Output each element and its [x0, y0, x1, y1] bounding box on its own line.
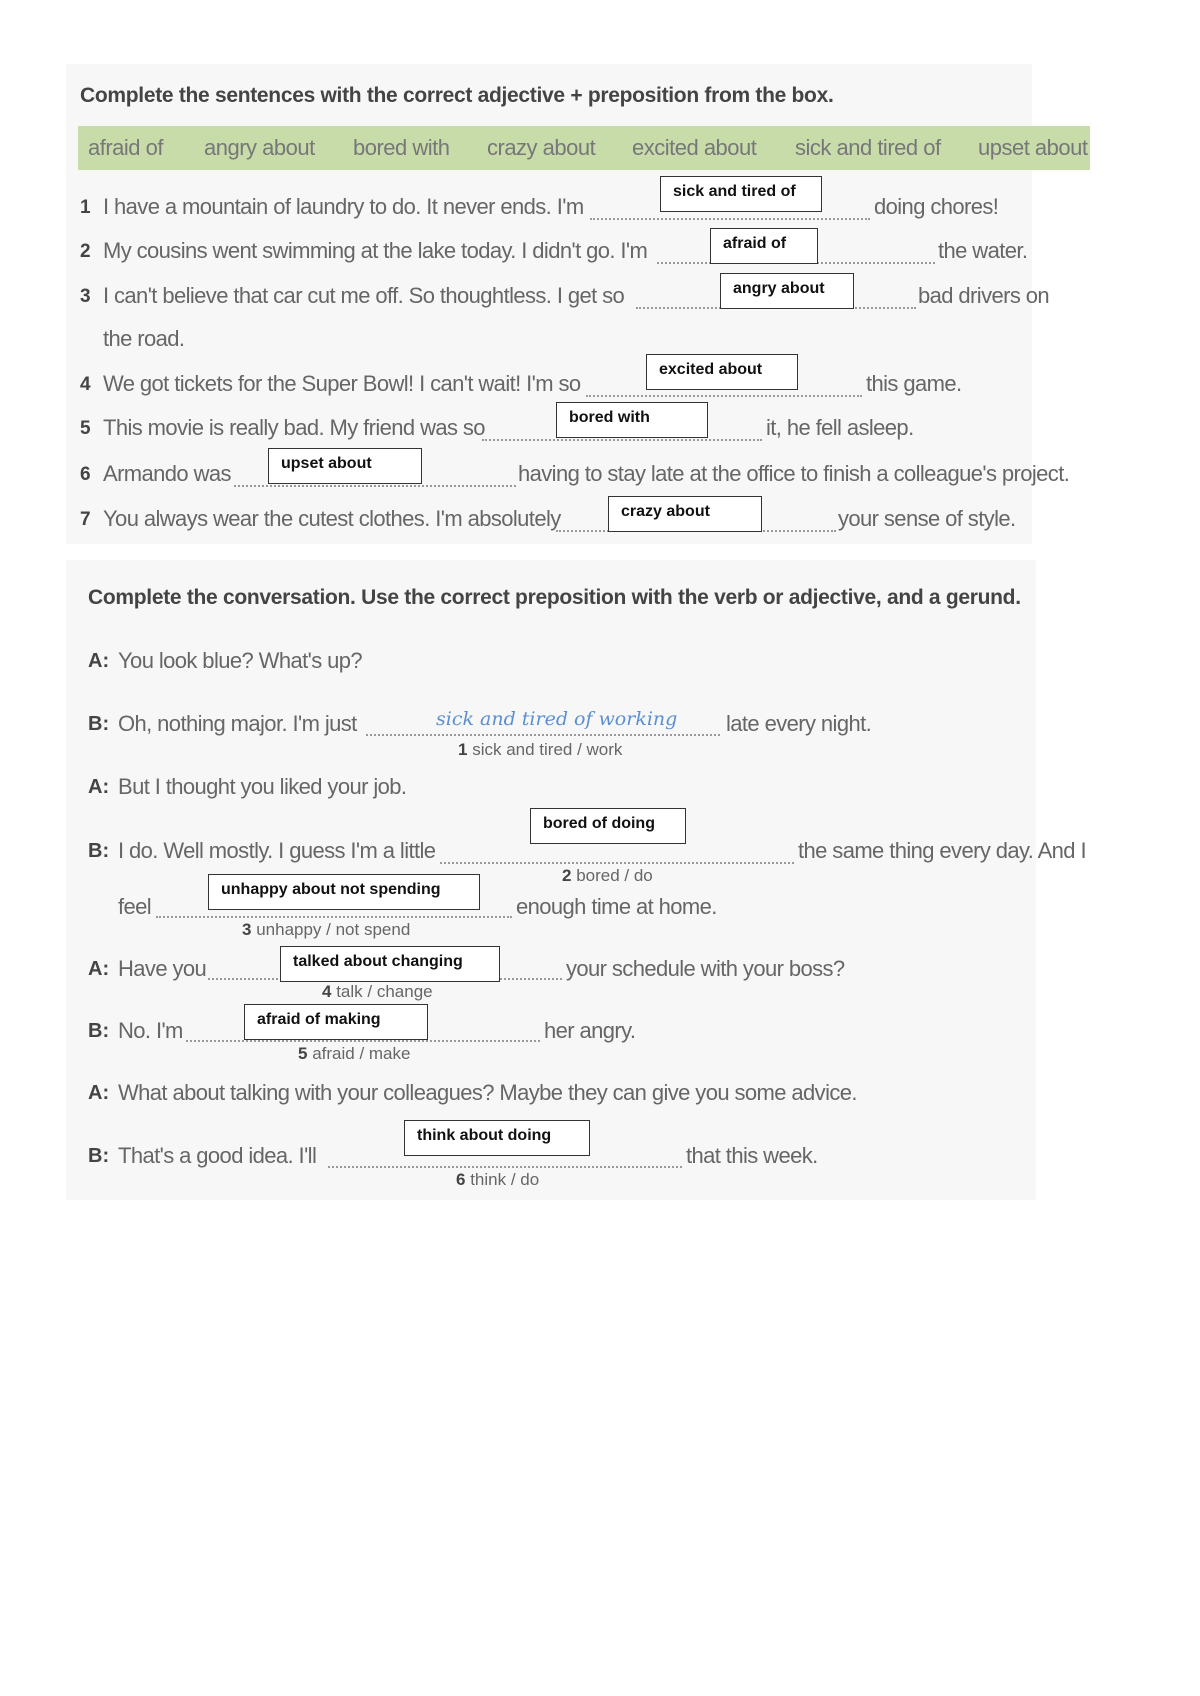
answer-blank [482, 439, 762, 441]
sentence-2-text: My cousins went swimming at the lake today. I didn't go. I'm [103, 238, 648, 263]
answer-blank [234, 485, 516, 487]
speaker-label: B: [88, 713, 110, 735]
sentence-5-end: it, he fell asleep. [766, 415, 914, 440]
exercise-1-heading: Complete the sentences with the correct adjective + preposition from the box. [80, 84, 834, 107]
word-box-item: sick and tired of [795, 135, 941, 160]
answer-box-4[interactable]: excited about [646, 354, 798, 390]
prompt-hint-2 [562, 866, 653, 886]
word-box-item: angry about [204, 135, 315, 160]
speaker-label: B: [88, 1145, 110, 1167]
answer-box-5b[interactable]: afraid of making [244, 1004, 428, 1040]
prompt-hint-6 [456, 1170, 539, 1190]
dialogue-text: No. I'm [118, 1018, 183, 1043]
dialogue-text-end: your schedule with your boss? [566, 956, 845, 981]
hint-number: 3 [242, 920, 252, 939]
sentence-6-end: having to stay late at the office to finish a colleague's project. [518, 461, 1070, 486]
handwritten-answer-1[interactable]: sick and tired of working [436, 708, 678, 730]
item-number: 3 [80, 286, 91, 307]
dialogue-text-end: late every night. [726, 711, 872, 736]
hint-number: 2 [562, 866, 572, 885]
answer-blank [186, 1040, 540, 1042]
answer-blank [586, 395, 862, 397]
answer-box-6b[interactable]: think about doing [404, 1120, 590, 1156]
answer-blank [440, 862, 794, 864]
item-number: 1 [80, 197, 91, 218]
answer-box-2[interactable]: afraid of [710, 228, 818, 264]
dialogue-text: feel [118, 894, 152, 919]
dialogue-text-end: enough time at home. [516, 894, 717, 919]
hint-text: talk / change [336, 982, 433, 1001]
answer-box-6[interactable]: upset about [268, 448, 422, 484]
dialogue-text: That's a good idea. I'll [118, 1143, 317, 1168]
sentence-3-continuation: the road. [103, 326, 185, 351]
dialogue-text-end: her angry. [544, 1018, 636, 1043]
word-box-item: upset about [978, 135, 1088, 160]
speaker-label: A: [88, 1082, 110, 1104]
item-number: 7 [80, 509, 91, 530]
dialogue-text-end: the same thing every day. And I [798, 838, 1086, 863]
answer-box-2b[interactable]: bored of doing [530, 808, 686, 844]
dialogue-text: Oh, nothing major. I'm just [118, 711, 357, 736]
hint-number: 1 [458, 740, 468, 759]
dialogue-text: But I thought you liked your job. [118, 774, 407, 799]
answer-blank [366, 734, 720, 736]
item-number: 4 [80, 374, 91, 395]
item-number: 5 [80, 418, 91, 439]
prompt-hint-5 [298, 1044, 410, 1064]
sentence-3-end: bad drivers on [918, 283, 1050, 308]
hint-number: 4 [322, 982, 332, 1001]
dialogue-text: You look blue? What's up? [118, 648, 363, 673]
dialogue-text: What about talking with your colleagues? Maybe they can give you some advice. [118, 1080, 857, 1105]
prompt-hint-1 [458, 740, 622, 760]
answer-box-4b[interactable]: talked about changing [280, 946, 500, 982]
item-number: 2 [80, 241, 91, 262]
speaker-label: A: [88, 776, 110, 798]
sentence-1-end: doing chores! [874, 194, 999, 219]
dialogue-text-end: that this week. [686, 1143, 818, 1168]
exercise-2-heading: Complete the conversation. Use the correct preposition with the verb or adjective, and a gerund. [88, 586, 1021, 609]
answer-box-1[interactable]: sick and tired of [660, 176, 822, 212]
answer-box-3b[interactable]: unhappy about not spending [208, 874, 480, 910]
word-box-item: excited about [632, 135, 757, 160]
word-box-item: bored with [353, 135, 450, 160]
hint-number: 5 [298, 1044, 308, 1063]
answer-box-7[interactable]: crazy about [608, 496, 762, 532]
answer-box-5[interactable]: bored with [556, 402, 708, 438]
hint-text: think / do [470, 1170, 540, 1189]
sentence-3-text: I can't believe that car cut me off. So thoughtless. I get so [103, 283, 625, 308]
prompt-hint-3 [242, 920, 410, 940]
sentence-4-end: this game. [866, 371, 962, 396]
word-box-item: afraid of [88, 135, 163, 160]
dialogue-text: Have you [118, 956, 207, 981]
word-box-item: crazy about [487, 135, 596, 160]
sentence-4-text: We got tickets for the Super Bowl! I can't wait! I'm so [103, 371, 581, 396]
sentence-6-text: Armando was [103, 461, 231, 486]
sentence-2-end: the water. [938, 238, 1028, 263]
hint-text: bored / do [576, 866, 653, 885]
dialogue-text: I do. Well mostly. I guess I'm a little [118, 838, 436, 863]
hint-number: 6 [456, 1170, 466, 1189]
answer-blank [590, 218, 870, 220]
item-number: 6 [80, 464, 91, 485]
hint-text: unhappy / not spend [256, 920, 411, 939]
hint-text: afraid / make [312, 1044, 411, 1063]
speaker-label: B: [88, 1020, 110, 1042]
speaker-label: A: [88, 650, 110, 672]
speaker-label: A: [88, 958, 110, 980]
sentence-7-text: You always wear the cutest clothes. I'm absolutely [103, 506, 561, 531]
answer-blank [156, 916, 512, 918]
speaker-label: B: [88, 840, 110, 862]
answer-box-3[interactable]: angry about [720, 273, 854, 309]
sentence-5-text: This movie is really bad. My friend was so [103, 415, 485, 440]
prompt-hint-4 [322, 982, 433, 1002]
sentence-7-end: your sense of style. [838, 506, 1016, 531]
hint-text: sick and tired / work [472, 740, 623, 759]
answer-blank [328, 1166, 682, 1168]
sentence-1-text: I have a mountain of laundry to do. It never ends. I'm [103, 194, 584, 219]
